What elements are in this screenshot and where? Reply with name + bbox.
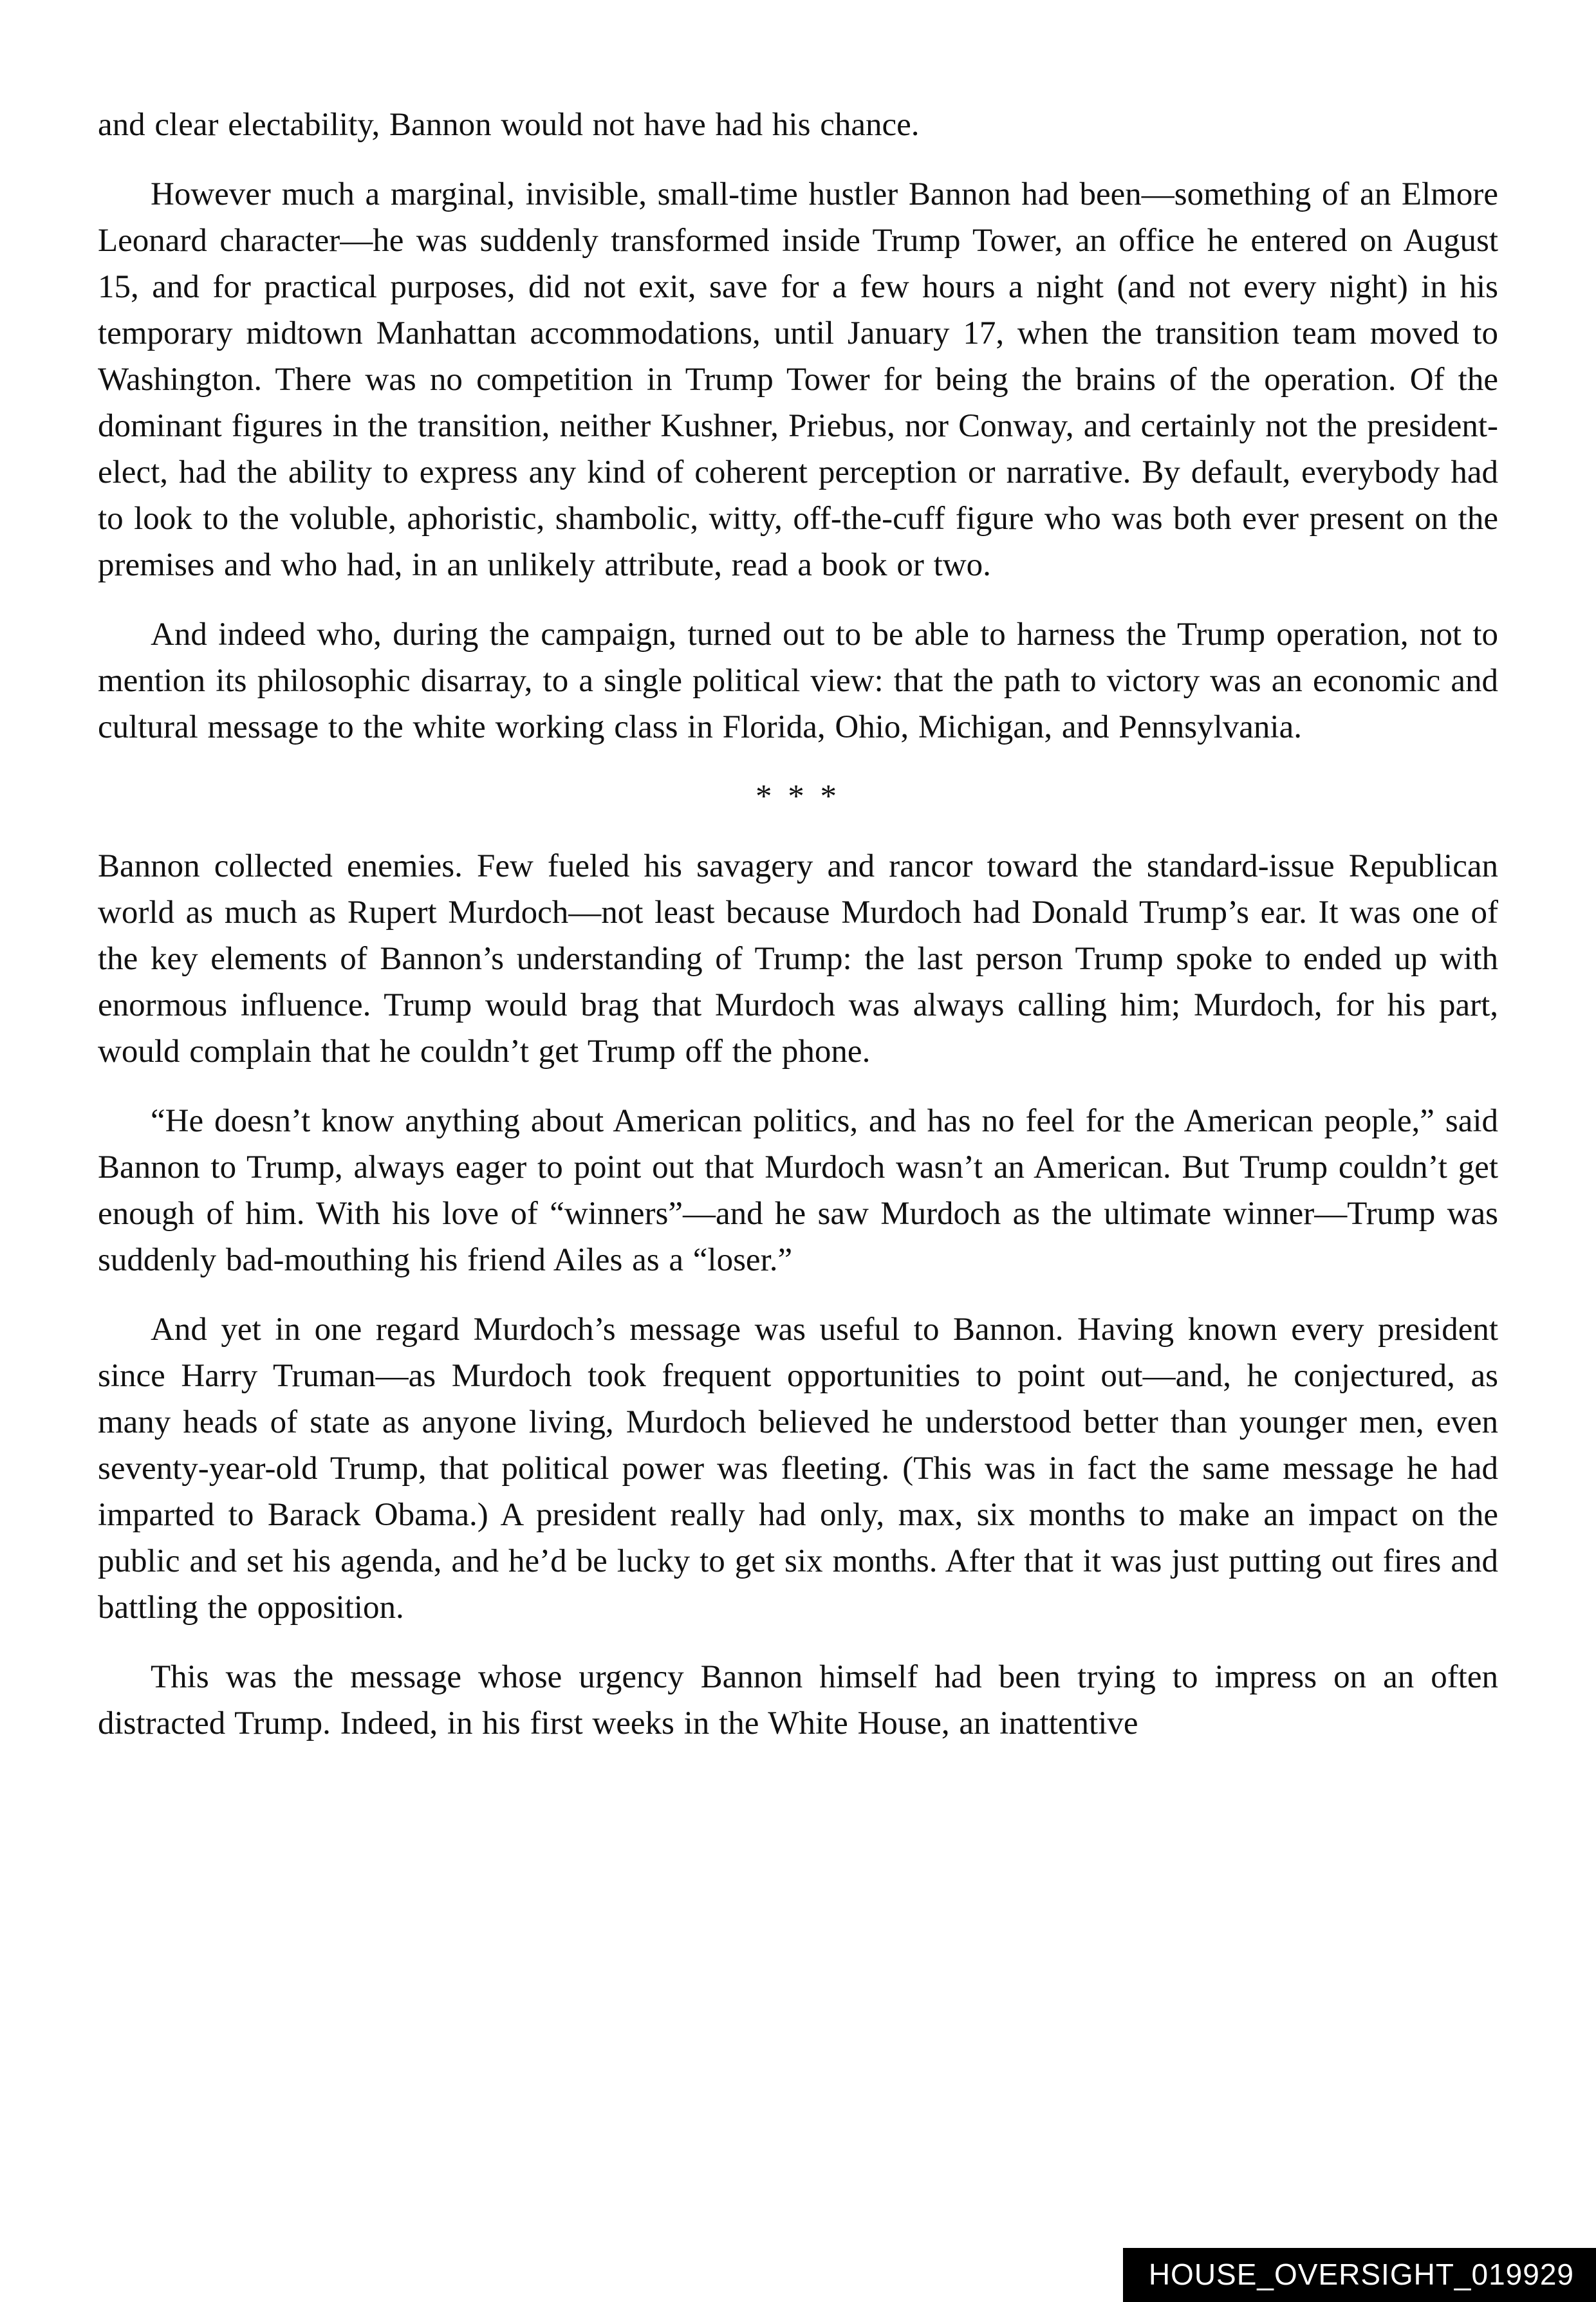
paragraph: Bannon collected enemies. Few fueled his savagery and rancor toward the standard-issue Republican world as much as Rupert Murdoch—not least because Murdoch had Donald Trump’s ear. It was one of the key elements of Bannon’s understanding of Trump: the last person Trump spoke to ended up with enormous influence. Trump would brag that Murdoch was always calling him; Murdoch, for his part, would complain that he couldn’t get Trump off the phone. bbox=[98, 848, 1498, 1070]
paragraph: And indeed who, during the campaign, turned out to be able to harness the Trump operation, not to mention its philosophic disarray, to a single political view: that the path to victory was an economic and cultural message to the white working class in Florida, Ohio, Michigan, and Pennsylvania. bbox=[98, 617, 1498, 745]
paragraph: and clear electability, Bannon would not have had his chance. bbox=[98, 107, 920, 143]
section-divider: * * * bbox=[756, 779, 840, 815]
bates-stamp: HOUSE_OVERSIGHT_019929 bbox=[1123, 2248, 1596, 2302]
paragraph: “He doesn’t know anything about American politics, and has no feel for the American people,” said Bannon to Trump, always eager to point out that Murdoch wasn’t an American. But Trump couldn’t get enough of him. With his love of “winners”—and he saw Murdoch as the ultimate winner—Trump was suddenly bad-mouthing his friend Ailes as a “loser.” bbox=[98, 1103, 1498, 1278]
paragraph: And yet in one regard Murdoch’s message was useful to Bannon. Having known every president since Harry Truman—as Murdoch took frequent opportunities to point out—and, he conjectured, as many heads of state as anyone living, Murdoch believed he understood better than younger men, even seventy-year-old Trump, that political power was fleeting. (This was in fact the same message he had imparted to Barack Obama.) A president really had only, max, six months to make an impact on the public and set his agenda, and he’d be lucky to get six months. After that it was just putting out fires and battling the opposition. bbox=[98, 1312, 1498, 1626]
paragraph: However much a marginal, invisible, small-time hustler Bannon had been—something of an Elmore Leonard character—he was suddenly transformed inside Trump Tower, an office he entered on August 15, and for practical purposes, did not exit, save for a few hours a night (and not every night) in his temporary midtown Manhattan accommodations, until January 17, when the transition team moved to Washington. There was no competition in Trump Tower for being the brains of the operation. Of the dominant figures in the transition, neither Kushner, Priebus, nor Conway, and certainly not the president-elect, had the ability to express any kind of coherent perception or narrative. By default, everybody had to look to the voluble, aphoristic, shambolic, witty, off-the-cuff figure who was both ever present on the premises and who had, in an unlikely attribute, read a book or two. bbox=[98, 176, 1498, 583]
page-text-block bbox=[98, 102, 1498, 1747]
paragraph: This was the message whose urgency Bannon himself had been trying to impress on an often distracted Trump. Indeed, in his first weeks in the White House, an inattentive bbox=[98, 1659, 1498, 1741]
